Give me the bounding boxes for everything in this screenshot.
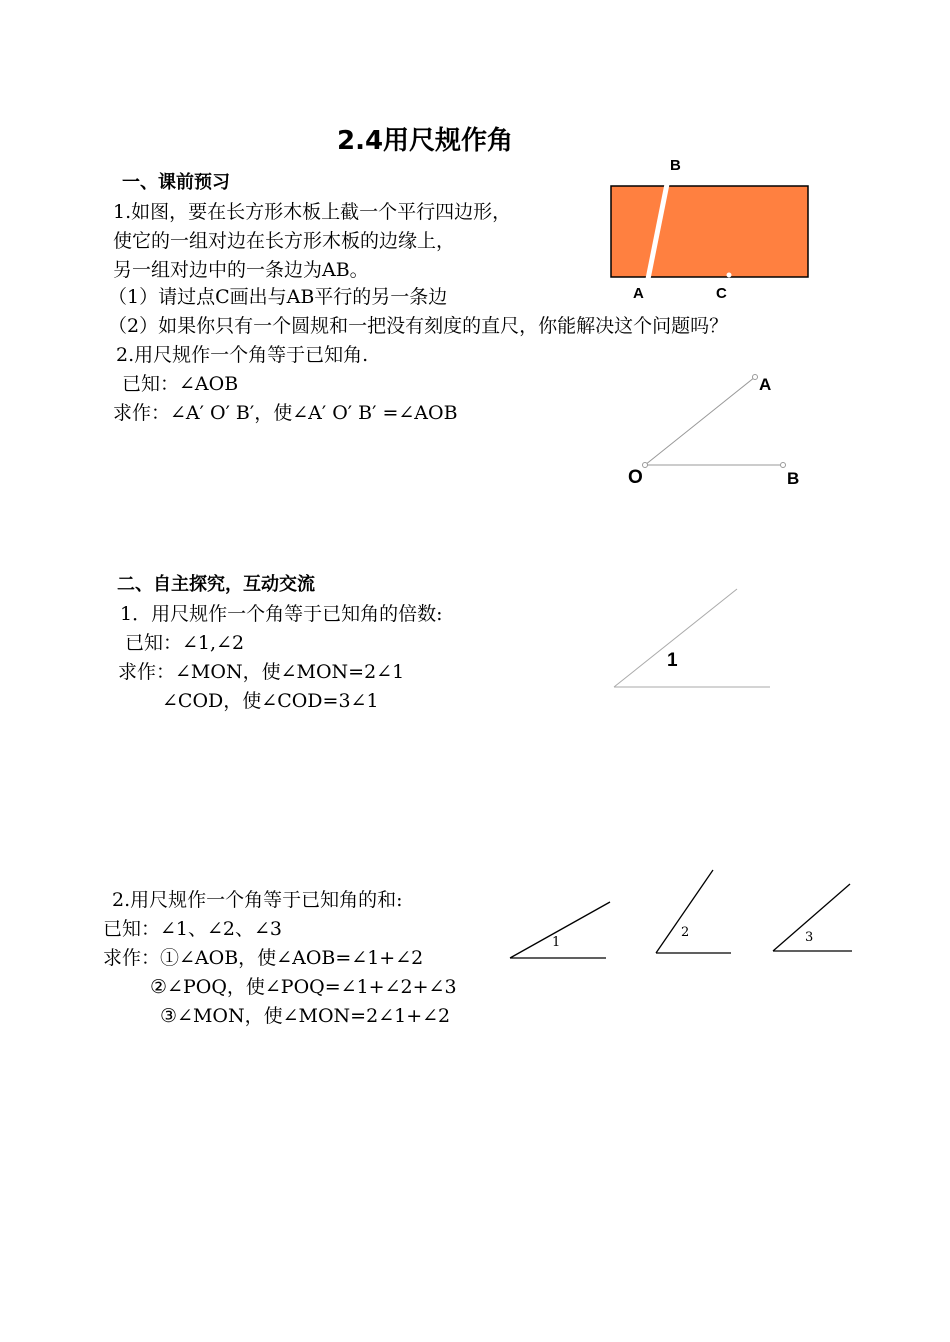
ray-oa bbox=[645, 377, 755, 465]
section1-heading: 一、课前预习 bbox=[122, 172, 230, 193]
s2q2-line1: 2.用尺规作一个角等于已知角的和: bbox=[112, 889, 403, 911]
aob-label-b: B bbox=[787, 469, 800, 488]
s2q2-task3: ③∠MON，使∠MON=2∠1+∠2 bbox=[160, 1005, 451, 1027]
q1-line3: 另一组对边中的一条边为AB。 bbox=[113, 259, 369, 281]
aob-label-a: A bbox=[759, 375, 772, 394]
q2-known: 已知：∠AOB bbox=[122, 373, 239, 395]
point-b bbox=[781, 463, 786, 468]
board-label-a: A bbox=[633, 285, 644, 302]
s2q1-line1: 1．用尺规作一个角等于已知角的倍数: bbox=[120, 603, 443, 625]
angle-label-2: 2 bbox=[681, 925, 690, 940]
page-title: 2.4用尺规作角 bbox=[337, 126, 514, 156]
section2-heading: 二、自主探究，互动交流 bbox=[117, 574, 315, 595]
point-o bbox=[643, 463, 648, 468]
s2q2-task1: 求作：①∠AOB，使∠AOB=∠1+∠2 bbox=[103, 947, 424, 969]
q1-sub1: （1）请过点C画出与AB平行的另一条边 bbox=[108, 286, 448, 308]
q1-line2: 使它的一组对边在长方形木板的边缘上， bbox=[113, 230, 456, 252]
s2q1-task2: ∠COD，使∠COD=3∠1 bbox=[162, 690, 379, 712]
board-label-b: B bbox=[670, 157, 681, 174]
s2q2-known: 已知：∠1、∠2、∠3 bbox=[103, 918, 283, 940]
board-rectangle bbox=[611, 186, 808, 277]
point-a bbox=[753, 375, 758, 380]
s2q1-known: 已知：∠1,∠2 bbox=[125, 632, 245, 654]
angle-1-figure bbox=[610, 585, 775, 695]
s2q1-task1: 求作：∠MON，使∠MON=2∠1 bbox=[118, 661, 405, 683]
angle-label-1: 1 bbox=[552, 935, 561, 950]
board-figure bbox=[600, 175, 820, 290]
angle-label-3: 3 bbox=[805, 930, 814, 945]
board-label-c: C bbox=[716, 285, 727, 302]
q1-line1: 1.如图，要在长方形木板上截一个平行四边形， bbox=[113, 201, 512, 223]
angle-1-upper-ray bbox=[614, 589, 737, 687]
angle-2-shape bbox=[656, 870, 731, 953]
s2q2-task2: ②∠POQ，使∠POQ=∠1+∠2+∠3 bbox=[150, 976, 457, 998]
q1-sub2: （2）如果你只有一个圆规和一把没有刻度的直尺，你能解决这个问题吗？ bbox=[108, 315, 729, 337]
angle-1-label: 1 bbox=[667, 650, 678, 671]
board-point-c bbox=[727, 273, 732, 278]
aob-label-o: O bbox=[628, 467, 643, 488]
q2-line1: 2.用尺规作一个角等于已知角. bbox=[116, 344, 369, 366]
q2-task: 求作：∠A′ O′ B′，使∠A′ O′ B′ =∠AOB bbox=[113, 402, 458, 424]
